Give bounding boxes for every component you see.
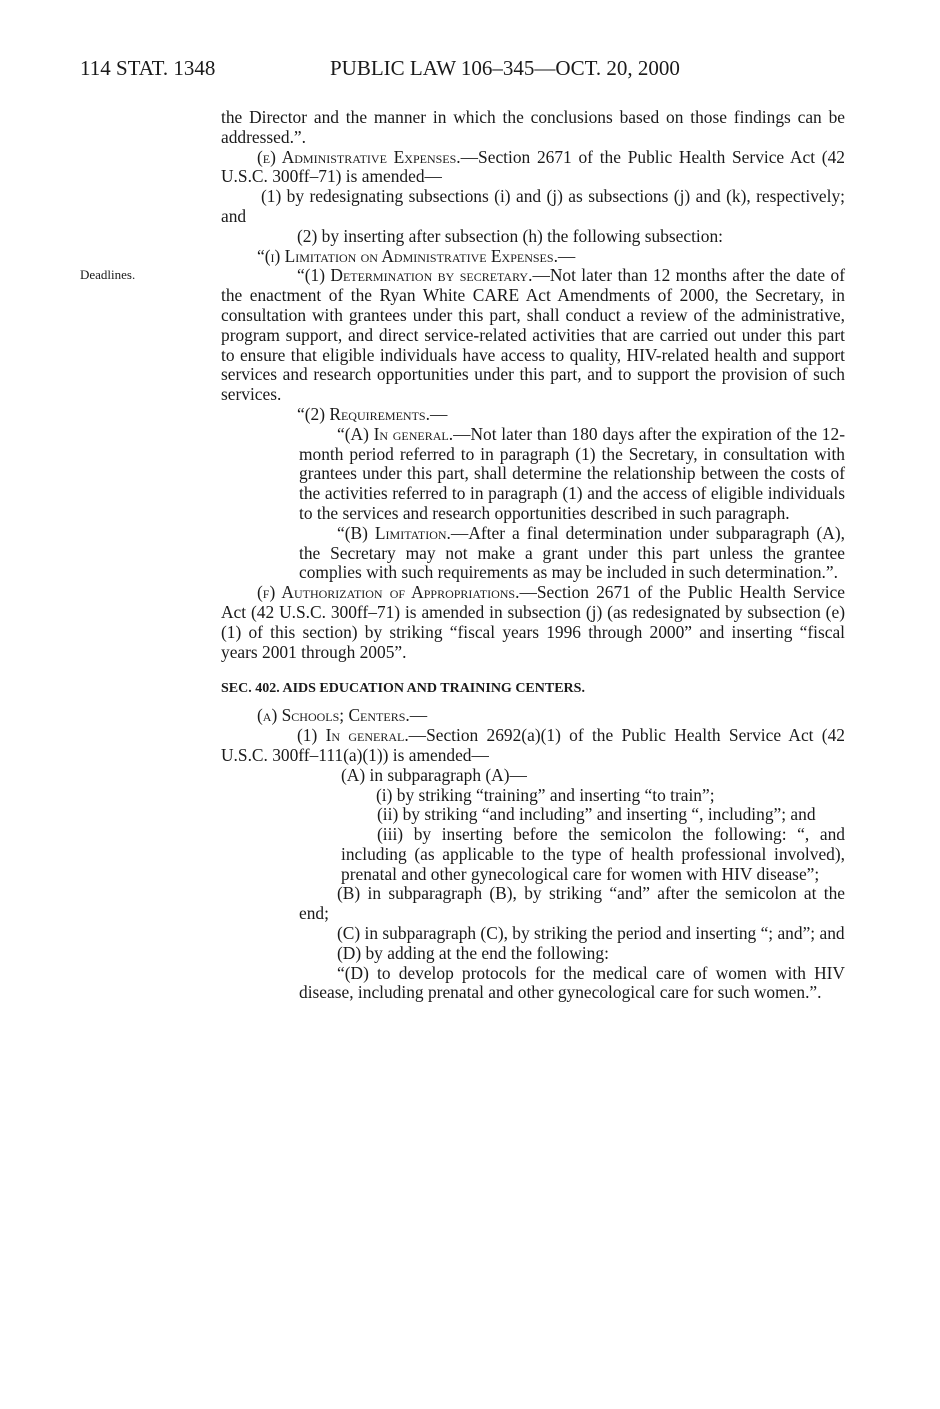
clause-A: (A) in subparagraph (A)—: [341, 764, 527, 785]
subparagraph-iA: “(A) In general.—Not later than 180 days after the expiration of the 12-month period referred to in paragraph (1) the Secretary, in consultation with grantees under this part, shall determine the relationship between the costs of the activities referred to in paragraph (1) and the access of eligible individuals to the services and research opportunities described in such paragraph.: [299, 423, 845, 523]
clause-D-quote: “(D) to develop protocols for the medical care of women with HIV disease, including prenatal and other gynecological care for such women.”.: [299, 962, 845, 1003]
clause-D: (D) by adding at the end the following:: [337, 942, 609, 963]
page-body: [221, 108, 845, 1003]
subsection-i-heading: “(i) Limitation on Administrative Expenses.—: [257, 245, 576, 266]
margin-note: Deadlines.: [80, 267, 136, 282]
paragraph-e1: (1) by redesignating subsections (i) and (j) as subsections (j) and (k), respectively; and: [221, 186, 845, 226]
subsection-a-heading: (a) Schools; Centers.—: [257, 705, 428, 726]
clause-B: (B) in subparagraph (B), by striking “and” after the semicolon at the end;: [299, 883, 845, 924]
paragraph-a1: (1) In general.—Section 2692(a)(1) of the Public Health Service Act (42 U.S.C. 300ff–111(a)(1)) is amended—: [221, 725, 845, 765]
clause-Aii: (ii) by striking “and including” and inserting “, including”; and: [377, 804, 816, 825]
stat-citation: 114 STAT. 1348: [80, 56, 216, 80]
public-law-citation: PUBLIC LAW 106–345—OCT. 20, 2000: [330, 56, 680, 80]
paragraph-i2-heading: “(2) Requirements.—: [297, 403, 448, 424]
running-header: [0, 56, 940, 86]
clause-C: (C) in subparagraph (C), by striking the period and inserting “; and”; and: [337, 923, 845, 944]
clause-Aiii: (iii) by inserting before the semicolon the following: “, and including (as applicable to the type of health professional involved), prenatal and other gynecological care for women with HIV disease”;: [341, 824, 845, 884]
paragraph-continuation: the Director and the manner in which the conclusions based on those findings can be addressed.”.: [221, 107, 845, 147]
subsection-f: (f) Authorization of Appropriations.—Section 2671 of the Public Health Service Act (42 U.S.C. 300ff–71) is amended in subsection (j) (as redesignated by subsection (e)(1) of this section) by striking “fiscal years 1996 through 2000” and inserting “fiscal years 2001 through 2005”.: [221, 582, 845, 662]
subsection-e: (e) Administrative Expenses.—Section 2671 of the Public Health Service Act (42 U.S.C. 300ff–71) is amended—: [221, 146, 845, 187]
paragraph-i1: “(1) Determination by secretary.—Not later than 12 months after the date of the enactment of the Ryan White CARE Act Amendments of 2000, the Secretary, in consultation with grantees under this part, shall conduct a review of the administrative, program support, and direct service-related activities that are carried out under this part to ensure that eligible individuals have access to quality, HIV-related health and support services and research opportunities under this part, and to support the provision of such services.: [221, 265, 845, 405]
section-heading: SEC. 402. AIDS EDUCATION AND TRAINING CENTERS.: [221, 681, 585, 697]
clause-Ai: (i) by striking “training” and inserting “to train”;: [376, 784, 715, 805]
subparagraph-iB: “(B) Limitation.—After a final determination under subparagraph (A), the Secretary may not make a grant under this part unless the grantee complies with such requirements as may be included in such determination.”.: [299, 522, 846, 583]
paragraph-e2: (2) by inserting after subsection (h) the following subsection:: [297, 225, 723, 246]
